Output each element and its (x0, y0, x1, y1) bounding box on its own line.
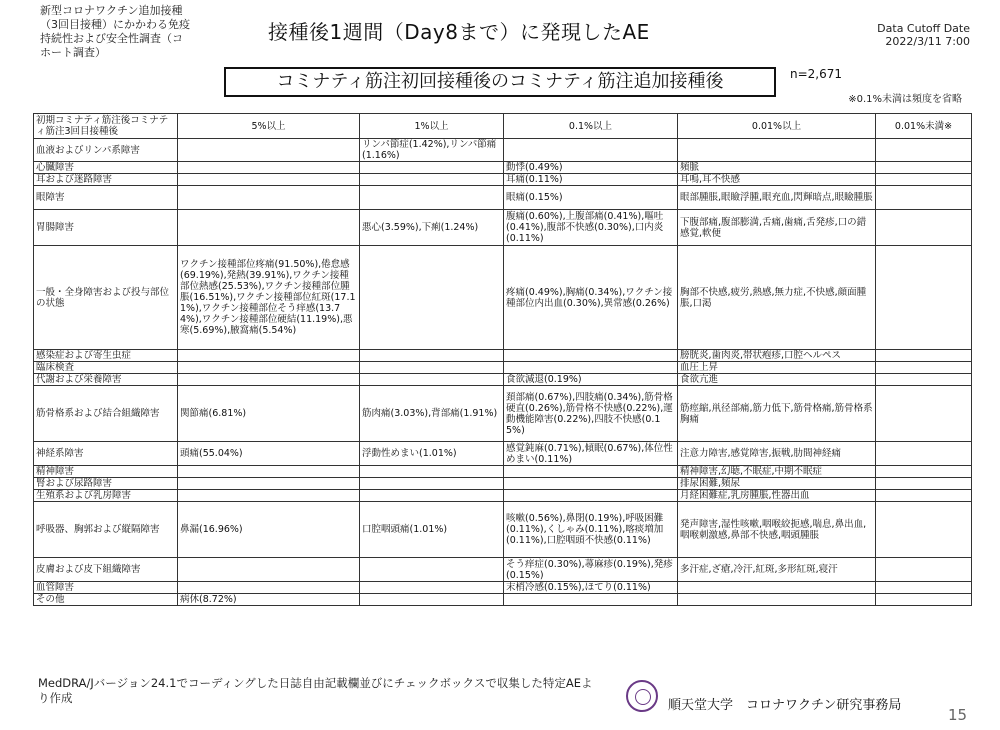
cell-1pct (360, 374, 504, 386)
cell-01pct: 末梢冷感(0.15%),ほてり(0.11%) (504, 582, 678, 594)
column-header-5pct: 5%以上 (178, 114, 360, 139)
table-header-row (34, 114, 972, 139)
cell-lt001pct (876, 490, 972, 502)
cell-1pct (360, 558, 504, 582)
soc-cell: 精神障害 (34, 466, 178, 478)
cell-5pct (178, 174, 360, 186)
table-row (34, 466, 972, 478)
soc-cell: 代謝および栄養障害 (34, 374, 178, 386)
cell-001pct: 多汗症,ざ瘡,冷汗,紅斑,多形紅斑,寝汗 (678, 558, 876, 582)
table-row (34, 362, 972, 374)
adverse-event-table (33, 113, 972, 606)
column-header-001pct: 0.01%以上 (678, 114, 876, 139)
soc-cell: 耳および迷路障害 (34, 174, 178, 186)
cell-001pct: 筋痙縮,鼡径部痛,筋力低下,筋骨格痛,筋骨格系胸痛 (678, 386, 876, 442)
cell-lt001pct (876, 558, 972, 582)
cell-001pct: 胸部不快感,疲労,熱感,無力症,不快感,顔面腫脹,口渇 (678, 246, 876, 350)
cell-001pct: 注意力障害,感覚障害,振戦,肋間神経痛 (678, 442, 876, 466)
cell-lt001pct (876, 362, 972, 374)
soc-cell: 眼障害 (34, 186, 178, 210)
cell-5pct (178, 362, 360, 374)
cell-001pct: 膀胱炎,歯肉炎,帯状疱疹,口腔ヘルペス (678, 350, 876, 362)
column-header-1pct: 1%以上 (360, 114, 504, 139)
table-row (34, 374, 972, 386)
table-row (34, 139, 972, 162)
cell-01pct: 感覚鈍麻(0.71%),傾眠(0.67%),体位性めまい(0.11%) (504, 442, 678, 466)
cell-01pct: 耳痛(0.11%) (504, 174, 678, 186)
table-row (34, 442, 972, 466)
institution-name: 順天堂大学 コロナワクチン研究事務局 (668, 698, 902, 713)
table-row (34, 350, 972, 362)
cell-5pct (178, 162, 360, 174)
cell-01pct: そう痒症(0.30%),蕁麻疹(0.19%),発疹(0.15%) (504, 558, 678, 582)
cell-lt001pct (876, 466, 972, 478)
cutoff-label: Data Cutoff Date (877, 22, 970, 35)
cell-5pct (178, 558, 360, 582)
table-row (34, 246, 972, 350)
cell-01pct: 腹痛(0.60%),上腹部痛(0.41%),嘔吐(0.41%),腹部不快感(0.30%),口内炎(0.11%) (504, 210, 678, 246)
cell-01pct: 頚部痛(0.67%),四肢痛(0.34%),筋骨格硬直(0.26%),筋骨格不快感(0.22%),運動機能障害(0.22%),四肢不快感(0.15%) (504, 386, 678, 442)
cell-001pct: 精神障害,幻聴,不眠症,中期不眠症 (678, 466, 876, 478)
sample-size: n=2,671 (790, 67, 843, 81)
cell-01pct: 疼痛(0.49%),胸痛(0.34%),ワクチン接種部位内出血(0.30%),異常感(0.26%) (504, 246, 678, 350)
cell-5pct: ワクチン接種部位疼痛(91.50%),倦怠感(69.19%),発熱(39.91%),ワクチン接種部位熱感(25.53%),ワクチン接種部位腫脹(16.51%),ワクチン接種部位紅斑(17.11%),ワクチン接種部位そう痒感(13.74%),ワクチン接種部位硬結(11.19%),悪寒(5.69%),腋窩痛(5.54%) (178, 246, 360, 350)
cell-1pct: 悪心(3.59%),下痢(1.24%) (360, 210, 504, 246)
table-row (34, 386, 972, 442)
subtitle-box: コミナティ筋注初回接種後のコミナティ筋注追加接種後 (224, 67, 776, 97)
cell-lt001pct (876, 582, 972, 594)
cell-5pct (178, 186, 360, 210)
soc-cell: 血液およびリンパ系障害 (34, 139, 178, 162)
cell-01pct (504, 466, 678, 478)
cell-001pct: 耳鳴,耳不快感 (678, 174, 876, 186)
soc-cell: 心臓障害 (34, 162, 178, 174)
university-seal-icon (626, 680, 658, 712)
table-row (34, 210, 972, 246)
data-cutoff (877, 22, 970, 48)
cell-lt001pct (876, 139, 972, 162)
soc-cell: 皮膚および皮下組織障害 (34, 558, 178, 582)
cell-001pct: 発声障害,湿性咳嗽,咽喉絞扼感,喘息,鼻出血,咽喉刺激感,鼻部不快感,咽頭腫脹 (678, 502, 876, 558)
cell-1pct (360, 490, 504, 502)
cell-lt001pct (876, 478, 972, 490)
cell-5pct (178, 350, 360, 362)
cell-5pct (178, 478, 360, 490)
cell-1pct (360, 174, 504, 186)
cell-01pct (504, 362, 678, 374)
cell-001pct (678, 594, 876, 606)
table-row (34, 490, 972, 502)
soc-cell: 生殖系および乳房障害 (34, 490, 178, 502)
cell-lt001pct (876, 246, 972, 350)
cell-1pct (360, 350, 504, 362)
cell-5pct: 関節痛(6.81%) (178, 386, 360, 442)
cell-01pct (504, 594, 678, 606)
cell-001pct: 血圧上昇 (678, 362, 876, 374)
column-header-01pct: 0.1%以上 (504, 114, 678, 139)
cell-01pct (504, 490, 678, 502)
cell-lt001pct (876, 594, 972, 606)
cell-1pct: リンパ節症(1.42%),リンパ節痛(1.16%) (360, 139, 504, 162)
cell-001pct: 下腹部痛,腹部膨満,舌痛,歯痛,舌発疹,口の錯感覚,軟便 (678, 210, 876, 246)
cell-lt001pct (876, 502, 972, 558)
soc-cell: 臨床検査 (34, 362, 178, 374)
cell-lt001pct (876, 350, 972, 362)
table-row (34, 594, 972, 606)
cell-lt001pct (876, 162, 972, 174)
cell-001pct: 食欲亢進 (678, 374, 876, 386)
soc-cell: 神経系障害 (34, 442, 178, 466)
cutoff-date: 2022/3/11 7:00 (885, 35, 970, 48)
table-row (34, 174, 972, 186)
table-row (34, 558, 972, 582)
frequency-footnote: ※0.1%未満は頻度を省略 (848, 94, 962, 105)
cell-5pct (178, 466, 360, 478)
cell-5pct: 頭痛(55.04%) (178, 442, 360, 466)
cell-lt001pct (876, 186, 972, 210)
cell-001pct: 排尿困難,頻尿 (678, 478, 876, 490)
cell-01pct (504, 478, 678, 490)
cell-01pct (504, 350, 678, 362)
table-row (34, 582, 972, 594)
soc-cell: 腎および尿路障害 (34, 478, 178, 490)
cell-1pct (360, 186, 504, 210)
cell-1pct: 筋肉痛(3.03%),背部痛(1.91%) (360, 386, 504, 442)
slide-heading: 接種後1週間（Day8まで）に発現したAE (268, 20, 650, 44)
cell-lt001pct (876, 386, 972, 442)
table-row (34, 162, 972, 174)
column-header-soc: 初期コミナティ筋注後コミナティ筋注3回目接種後 (34, 114, 178, 139)
cell-001pct: 月経困難症,乳房腫脹,性器出血 (678, 490, 876, 502)
table-row (34, 186, 972, 210)
cell-5pct (178, 582, 360, 594)
cell-1pct (360, 466, 504, 478)
cell-001pct (678, 139, 876, 162)
cell-5pct (178, 210, 360, 246)
cell-01pct: 眼痛(0.15%) (504, 186, 678, 210)
cell-01pct: 食欲減退(0.19%) (504, 374, 678, 386)
cell-01pct: 咳嗽(0.56%),鼻閉(0.19%),呼吸困難(0.11%),くしゃみ(0.11%),喀痰増加(0.11%),口腔咽頭不快感(0.11%) (504, 502, 678, 558)
cell-1pct (360, 162, 504, 174)
cell-5pct (178, 490, 360, 502)
cell-1pct (360, 246, 504, 350)
cell-1pct: 口腔咽頭痛(1.01%) (360, 502, 504, 558)
soc-cell: 感染症および寄生虫症 (34, 350, 178, 362)
soc-cell: 呼吸器、胸郭および縦隔障害 (34, 502, 178, 558)
cell-lt001pct (876, 374, 972, 386)
soc-cell: 筋骨格系および結合組織障害 (34, 386, 178, 442)
cell-1pct (360, 582, 504, 594)
cell-001pct: 頻脈 (678, 162, 876, 174)
page-number: 15 (948, 706, 968, 724)
soc-cell: その他 (34, 594, 178, 606)
soc-cell: 一般・全身障害および投与部位の状態 (34, 246, 178, 350)
cell-lt001pct (876, 174, 972, 186)
cell-001pct: 眼部腫脹,眼瞼浮腫,眼充血,閃輝暗点,眼瞼腫脹 (678, 186, 876, 210)
cell-1pct: 浮動性めまい(1.01%) (360, 442, 504, 466)
cell-5pct: 病休(8.72%) (178, 594, 360, 606)
cell-001pct (678, 582, 876, 594)
cell-lt001pct (876, 442, 972, 466)
cell-5pct (178, 139, 360, 162)
cell-5pct (178, 374, 360, 386)
study-title: 新型コロナワクチン追加接種（3回目接種）にかかわる免疫持続性および安全性調査（コホート調査） (40, 4, 190, 59)
cell-lt001pct (876, 210, 972, 246)
cell-1pct (360, 478, 504, 490)
soc-cell: 血管障害 (34, 582, 178, 594)
cell-1pct (360, 594, 504, 606)
soc-cell: 胃腸障害 (34, 210, 178, 246)
source-note: MedDRA/Jバージョン24.1でコーディングした日誌自由記載欄並びにチェックボックスで収集した特定AEより作成 (38, 676, 593, 705)
cell-01pct (504, 139, 678, 162)
cell-01pct: 動悸(0.49%) (504, 162, 678, 174)
table-row (34, 502, 972, 558)
cell-1pct (360, 362, 504, 374)
table-row (34, 478, 972, 490)
cell-5pct: 鼻漏(16.96%) (178, 502, 360, 558)
column-header-lt001pct: 0.01%未満※ (876, 114, 972, 139)
